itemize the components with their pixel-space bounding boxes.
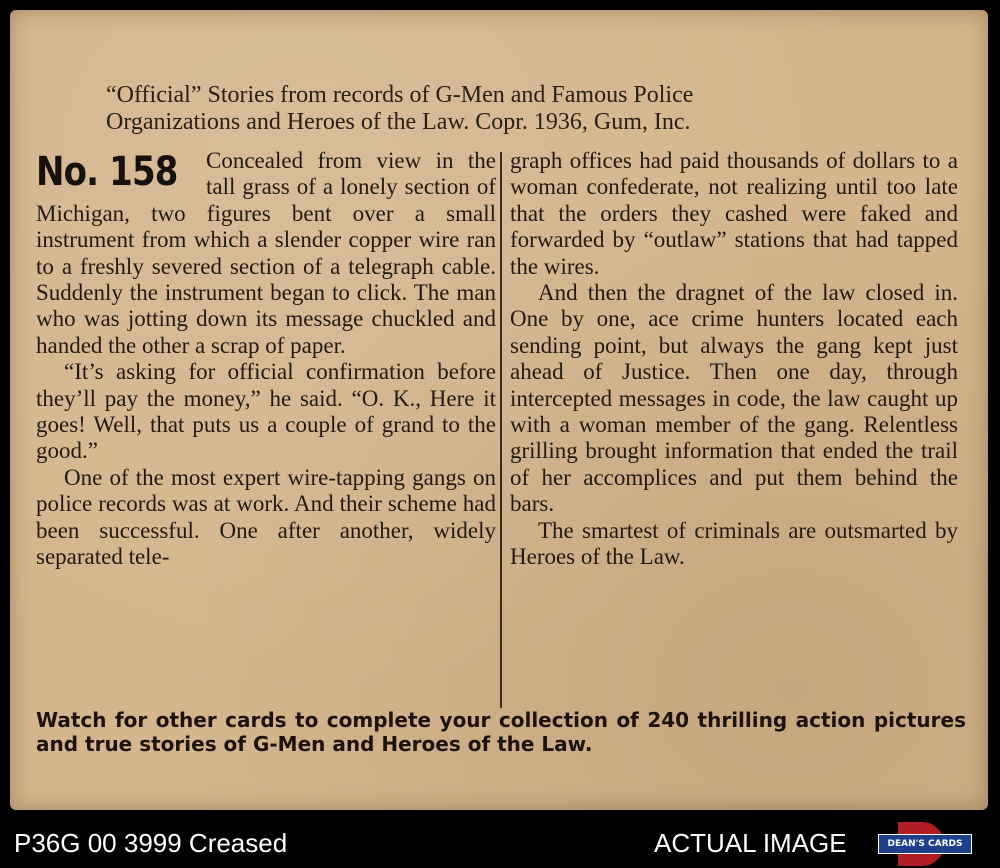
card-footer: Watch for other cards to complete your collection of 240 thrilling action pictures and true stories of G-Men and Heroes of the Law.: [36, 708, 966, 756]
left-column: [36, 148, 496, 571]
right-paragraph-1: graph offices had paid thousands of dollars to a woman confederate, not realizing until too late that the orders they cashed were faked and forwarded by “outlaw” stations that had tapped the wires.: [510, 148, 958, 279]
logo-text: DEAN'S CARDS: [878, 834, 972, 854]
left-paragraph-2: “It’s asking for official confirmation before they’ll pay the money,” he said. “O. K., Here it goes! Well, that puts us a couple of grand to the good.”: [36, 359, 496, 464]
column-divider: [500, 152, 502, 708]
right-paragraph-3: The smartest of criminals are outsmarted by Heroes of the Law.: [510, 517, 958, 570]
actual-image-label: ACTUAL IMAGE: [654, 828, 847, 858]
card-back: [10, 10, 988, 810]
header-line-2: Organizations and Heroes of the Law. Copr. 1936, Gum, Inc.: [106, 109, 691, 135]
card-number-box: [36, 148, 206, 200]
left-paragraph-1: Concealed from view in the tall grass of a lonely section of Michigan, two figures bent over a small instrument from which a slender copper wire ran to a freshly severed section of a telegraph cable. Suddenly the instrument began to click. The man who was jotting down its message chuckled and handed the other a scrap of paper.: [36, 148, 496, 358]
right-paragraph-2: And then the dragnet of the law closed in. One by one, ace crime hunters located each sending point, but always the gang kept just ahead of Justice. Then one day, through intercepted messages in code, the law caught up with a woman member of the gang. Relentless grilling brought information that ended the trail of her accomplices and put them behind the bars.: [510, 280, 958, 517]
header-line-1: “Official” Stories from records of G-Men and Famous Police: [106, 82, 694, 108]
card-header: [106, 82, 906, 136]
listing-caption: P36G 00 3999 Creased: [14, 828, 288, 858]
right-column: [510, 148, 958, 571]
deans-cards-logo: [876, 822, 972, 866]
card-number: No. 158: [36, 149, 178, 195]
left-paragraph-3: One of the most expert wire-tapping gangs on police records was at work. And their scheme had been successful. One after another, widely separated tele-: [36, 464, 496, 570]
